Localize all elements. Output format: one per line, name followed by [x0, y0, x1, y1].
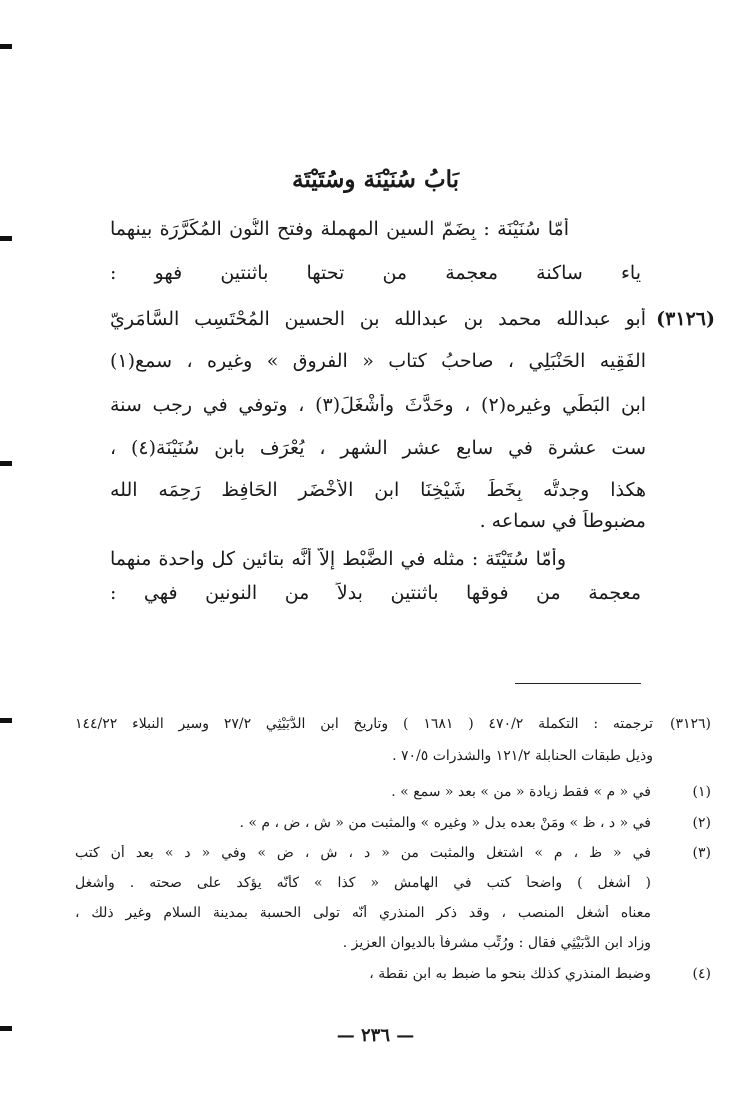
page-number: — ٢٣٦ —	[336, 1025, 415, 1046]
intro-line: أمّا سُنَيْنَة : بِضَمّ السين المهملة وفتح النُّون المُكَرَّرَة بينهما	[110, 218, 569, 240]
margin-mark	[0, 236, 12, 241]
entry-line: الفَقِيه الحَنْبَلِي ، صاحبُ كتاب « الفروق » وغيره ، سمع(١)	[110, 350, 646, 372]
footnote-rule	[515, 683, 641, 684]
second-line: وأمّا سُتَيْتَة : مثله في الضَّبْط إلاَّ أنَّه بتائين كل واحدة منهما	[110, 548, 566, 570]
footnote-number: (٣)	[692, 845, 711, 861]
footnote-number: (١)	[692, 784, 711, 800]
footnote-line: وزاد ابن الدُّبَيْثِي فقال : ورُتِّب مشرفاً بالديوان العزيز .	[342, 935, 651, 951]
footnote-line: وذيل طبقات الحنابلة ١٢١/٢ والشذرات ٧٠/٥ .	[392, 748, 653, 764]
footnote-number: (٣١٢٦)	[669, 716, 711, 732]
footnote-line: معناه أشغل المنصب ، وقد ذكر المنذري أنّه تولى الحسبة بمدينة السلام وغير ذلك ،	[75, 905, 651, 921]
footnote-line: في « ظ ، م » اشتغل والمثبت من « د ، ش ، ض » وفي « د » بعد أن كتب	[75, 845, 651, 861]
footnote-number: (٤)	[692, 966, 711, 982]
entry-line: هكذا وجدتُّه بِخَطِّ شَيْخِنَا ابن الأَخْضَر الحَافِظ رَحِمَه الله	[110, 479, 646, 501]
entry-line: ابن البَطِّي وغيره(٢) ، وحَدَّثَ وأَشْغَلَ(٣) ، وتوفي في رجب سنة	[110, 394, 646, 416]
second-line: معجمة من فوقها باثنتين بدلاً من النونين فهي :	[110, 582, 641, 604]
footnote-line: ترجمته : التكملة ٤٧٠/٢ ( ١٦٨١ ) وتاريخ ابن الدُّبَيْثِي ٢٧/٢ وسير النبلاء ١٤٤/٢٢	[75, 716, 653, 732]
entry-line: أبو عبدالله محمد بن عبدالله بن الحسين المُحْتَسِب السَّامَرِيّ	[110, 308, 646, 330]
footnote-line: في « م » فقط زيادة « من » بعد « سمع » .	[391, 784, 651, 800]
entry-line: ست عشرة في سابع عشر الشهر ، يُعْرَف بابن سُنَيْنَة(٤) ،	[110, 437, 646, 459]
margin-mark	[0, 461, 12, 466]
footnote-line: وضبط المنذري كذلك بنحو ما ضبط به ابن نقطة ،	[369, 966, 651, 982]
entry-number: (٣١٢٦)	[656, 308, 715, 330]
margin-mark	[0, 718, 12, 723]
footnote-number: (٢)	[692, 815, 711, 831]
entry-line: مضبوطاً في سماعه .	[479, 510, 646, 532]
chapter-title: بَابُ سُنَيْنَة وسُتَيْتَة	[291, 166, 460, 193]
footnote-line: ( أشغل ) واضحاً كتب في الهامش « كذا » كأنّه يؤكد على صحته . وأشغل	[75, 875, 651, 891]
margin-mark	[0, 44, 12, 49]
footnote-line: في « د ، ظ » ومَنْ بعده بدل « وغيره » والمثبت من « ش ، ض ، م » .	[239, 815, 651, 831]
intro-line: ياء ساكنة معجمة من تحتها باثنتين فهو :	[110, 262, 641, 284]
